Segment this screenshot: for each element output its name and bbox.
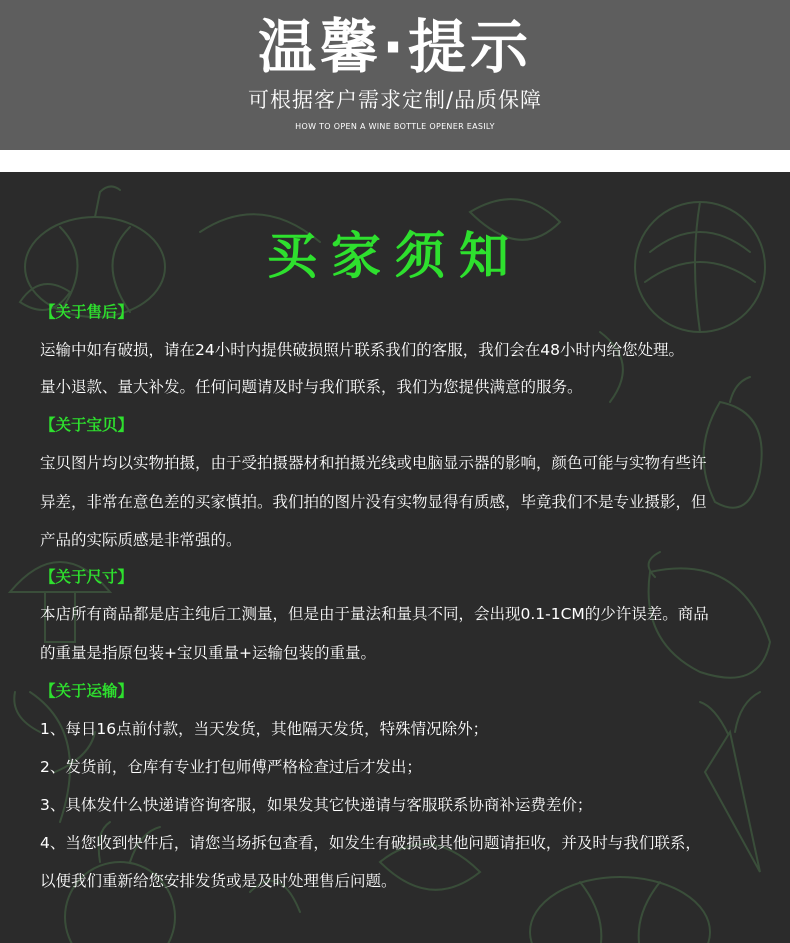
header-caption: HOW TO OPEN A WINE BOTTLE OPENER EASILY (295, 122, 495, 131)
shipping-line: 4、当您收到快件后，请您当场拆包查看，如发生有破损或其他问题请拒收，并及时与我们联系， (40, 834, 701, 852)
size-line: 的重量是指原包装+宝贝重量+运输包装的重量。 (40, 644, 376, 662)
shipping-line: 2、发货前，仓库有专业打包师傅严格检查过后才发出； (40, 758, 422, 776)
section-heading-product: 【关于宝贝】 (40, 416, 134, 434)
shipping-line: 1、每日16点前付款，当天发货，其他隔天发货，特殊情况除外； (40, 720, 489, 738)
product-line: 宝贝图片均以实物拍摄，由于受拍摄器材和拍摄光线或电脑显示器的影响，颜色可能与实物有些许 (40, 454, 707, 472)
shipping-line: 以便我们重新给您安排发货或是及时处理售后问题。 (40, 872, 397, 890)
size-line: 本店所有商品都是店主纯后工测量，但是由于量法和量具不同，会出现0.1-1CM的少许误差。商品 (40, 605, 709, 623)
product-line: 产品的实际质感是非常强的。 (40, 531, 242, 549)
after-sales-line: 运输中如有破损，请在24小时内提供破损照片联系我们的客服，我们会在48小时内给您处理。 (40, 341, 684, 359)
section-heading-after-sales: 【关于售后】 (40, 303, 134, 321)
header-title: 温馨·提示 (257, 13, 533, 81)
shipping-line: 3、具体发什么快递请咨询客服，如果发其它快递请与客服联系协商补运费差价； (40, 796, 593, 814)
notice-board (0, 172, 790, 943)
notice-title: 买家须知 (267, 227, 523, 285)
header-banner (0, 0, 790, 150)
product-line: 异差，非常在意色差的买家慎拍。我们拍的图片没有实物显得有质感，毕竟我们不是专业摄影，但 (40, 493, 707, 511)
section-heading-size: 【关于尺寸】 (40, 568, 134, 586)
after-sales-line: 量小退款、量大补发。任何问题请及时与我们联系，我们为您提供满意的服务。 (40, 378, 583, 396)
header-subtitle: 可根据客户需求定制/品质保障 (247, 88, 543, 112)
section-heading-shipping: 【关于运输】 (40, 682, 134, 700)
